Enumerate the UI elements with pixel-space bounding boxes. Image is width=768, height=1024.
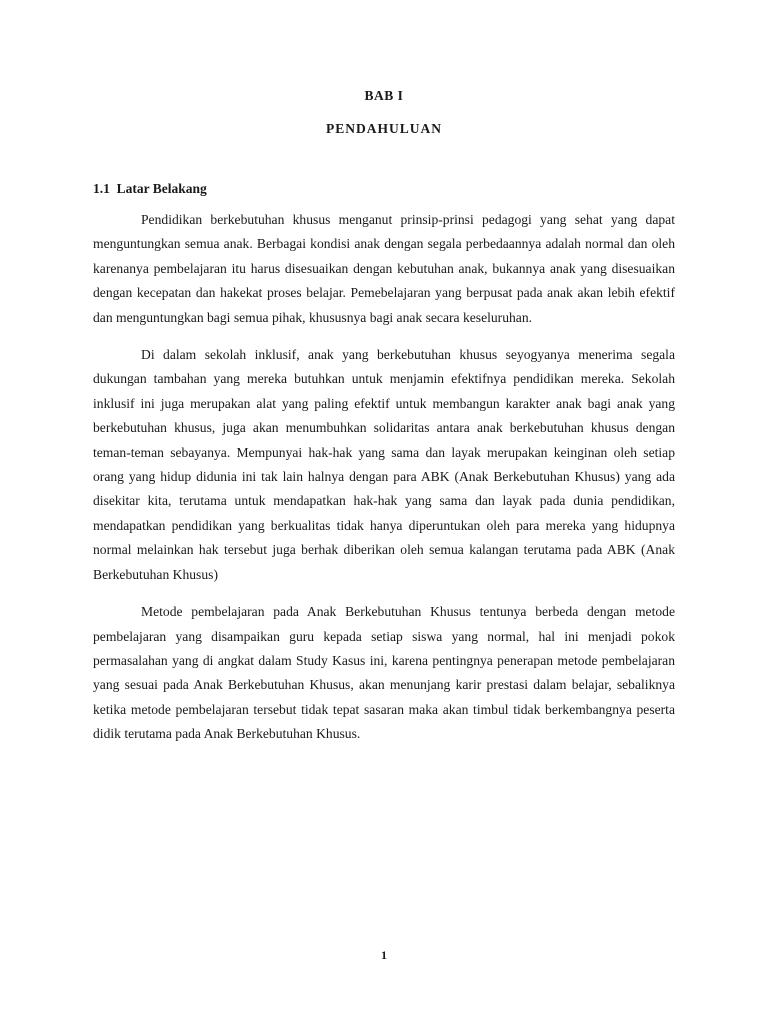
section-heading: 1.1 Latar Belakang <box>93 181 207 196</box>
paragraph: Pendidikan berkebutuhan khusus menganut prinsip-prinsi pedagogi yang sehat yang dapat menguntungkan semua anak. Berbagai kondisi anak dengan segala perbedaannya adalah normal dan oleh karenanya pembelajaran itu harus disesuaikan dengan kebutuhan anak, bukannya anak yang disesuaikan dengan kecepatan dan hakekat proses belajar. Pemebelajaran yang berpusat pada anak akan lebih efektif dan menguntungkan bagi semua pihak, khususnya bagi anak secara keseluruhan. <box>93 212 675 325</box>
chapter-title: PENDAHULUAN <box>325 121 442 136</box>
page-number: 1 <box>381 948 387 962</box>
chapter-label: BAB I <box>364 88 404 103</box>
document-body <box>93 208 675 747</box>
paragraph: Metode pembelajaran pada Anak Berkebutuhan Khusus tentunya berbeda dengan metode pembelajaran yang disampaikan guru kepada setiap siswa yang normal, hal ini menjadi pokok permasalahan yang di angkat dalam Study Kasus ini, karena pentingnya penerapan metode pembelajaran yang sesuai pada Anak Berkebutuhan Khusus, akan menunjang karir prestasi dalam belajar, sebaliknya ketika metode pembelajaran tersebut tidak tepat sasaran maka akan timbul tidak berkembangnya peserta didik terutama pada Anak Berkebutuhan Khusus. <box>93 604 675 742</box>
paragraph: Di dalam sekolah inklusif, anak yang berkebutuhan khusus seyogyanya menerima segala dukungan tambahan yang mereka butuhkan untuk menjamin efektifnya pendidikan mereka. Sekolah inklusif ini juga merupakan alat yang paling efektif untuk membangun karakter anak bagi anak yang berkebutuhan khusus, juga akan menumbuhkan solidaritas antara anak berkebutuhan khusus dengan teman-teman sebayanya. Mempunyai hak-hak yang sama dan layak merupakan keinginan oleh setiap orang yang hidup didunia ini tak lain halnya dengan para ABK (Anak Berkebutuhan Khusus) yang ada disekitar kita, terutama untuk mendapatkan hak-hak yang sama dan layak pada dunia pendidikan, mendapatkan pendidikan yang berkualitas tidak hanya diperuntukan oleh para mereka yang hidupnya normal melainkan hak tersebut juga berhak diberikan oleh semua kalangan terutama pada ABK (Anak Berkebutuhan Khusus) <box>93 347 675 582</box>
